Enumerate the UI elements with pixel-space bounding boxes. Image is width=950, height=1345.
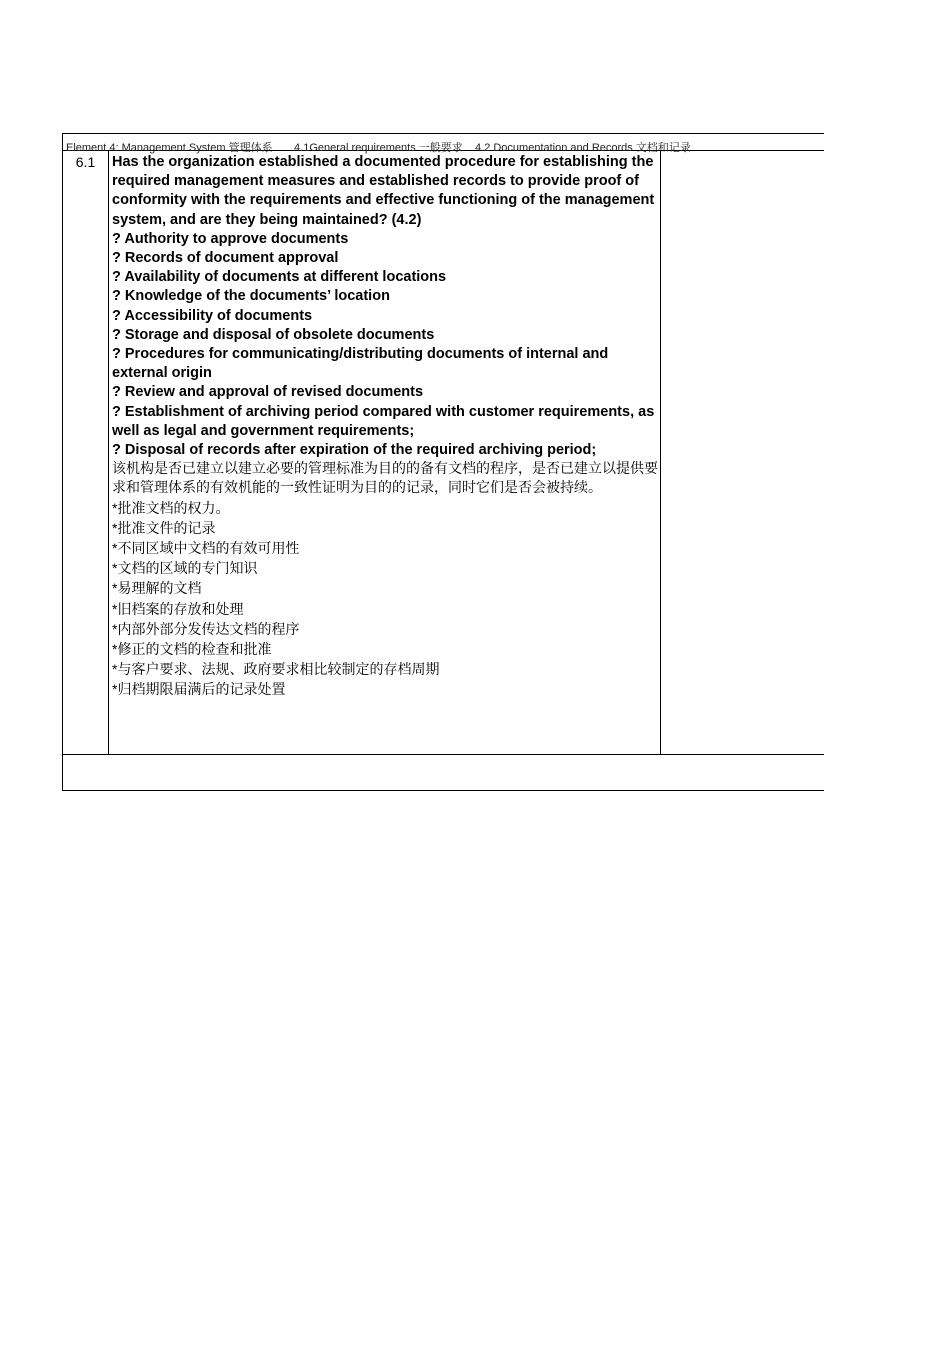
bullet-cn: *易理解的文档	[112, 580, 202, 598]
question-main-cn: 该机构是否已建立以建立必要的管理标准为目的的备有文档的程序，是否已建立以提供要求和管理体系的有效机能的一致性证明为目的的记录，同时它们是否会被持续。	[112, 461, 658, 497]
bullet-cn: *批准文件的记录	[112, 519, 216, 537]
question-cell	[109, 151, 661, 754]
question-point: ? Accessibility of documents	[112, 307, 313, 324]
question-point: ? Establishment of archiving period compared with customer requirements, as well as legal and government requirements;	[112, 403, 655, 439]
question-point: ? Storage and disposal of obsolete documents	[112, 326, 435, 343]
question-point: ? Availability of documents at different locations	[112, 269, 447, 286]
answer-cell[interactable]	[661, 151, 825, 754]
bullet-cn: *旧档案的存放和处理	[112, 600, 244, 618]
question-point: ? Knowledge of the documents’ location	[112, 288, 390, 305]
empty-row	[62, 755, 824, 791]
bullet-cn: *归档期限届满后的记录处置	[112, 681, 286, 699]
bullet-cn: *不同区域中文档的有效可用性	[112, 540, 300, 558]
header-documentation: 4.2 Documentation and Records 文档和记录	[475, 142, 691, 154]
bullet-cn: *内部外部分发传达文档的程序	[112, 620, 300, 638]
question-main: Has the organization established a documented procedure for establishing the required management measures and established records to provide proof of conformity with the requirements and effective functioning of the management system, and are they being maintained? (4.2)	[112, 154, 655, 228]
bullet-cn: *文档的区域的专门知识	[112, 560, 258, 578]
bullet-cn: *批准文档的权力。	[112, 499, 230, 517]
header-element: Element 4: Management System 管理体系	[66, 142, 273, 154]
question-row	[62, 151, 824, 755]
question-point: ? Procedures for communicating/distributing documents of internal and external origin	[112, 346, 609, 382]
question-point: ? Authority to approve documents	[112, 230, 349, 247]
header-general: 4.1General requirements 一般要求	[294, 142, 463, 154]
question-point: ? Disposal of records after expiration of the required archiving period;	[112, 442, 597, 459]
bullet-cn: *修正的文档的检查和批准	[112, 641, 272, 659]
bullet-cn: *与客户要求、法规、政府要求相比较制定的存档周期	[112, 661, 440, 679]
section-header-row	[62, 133, 824, 154]
question-point: ? Review and approval of revised documents	[112, 384, 424, 401]
item-number: 6.1	[63, 151, 109, 754]
question-point: ? Records of document approval	[112, 250, 339, 267]
